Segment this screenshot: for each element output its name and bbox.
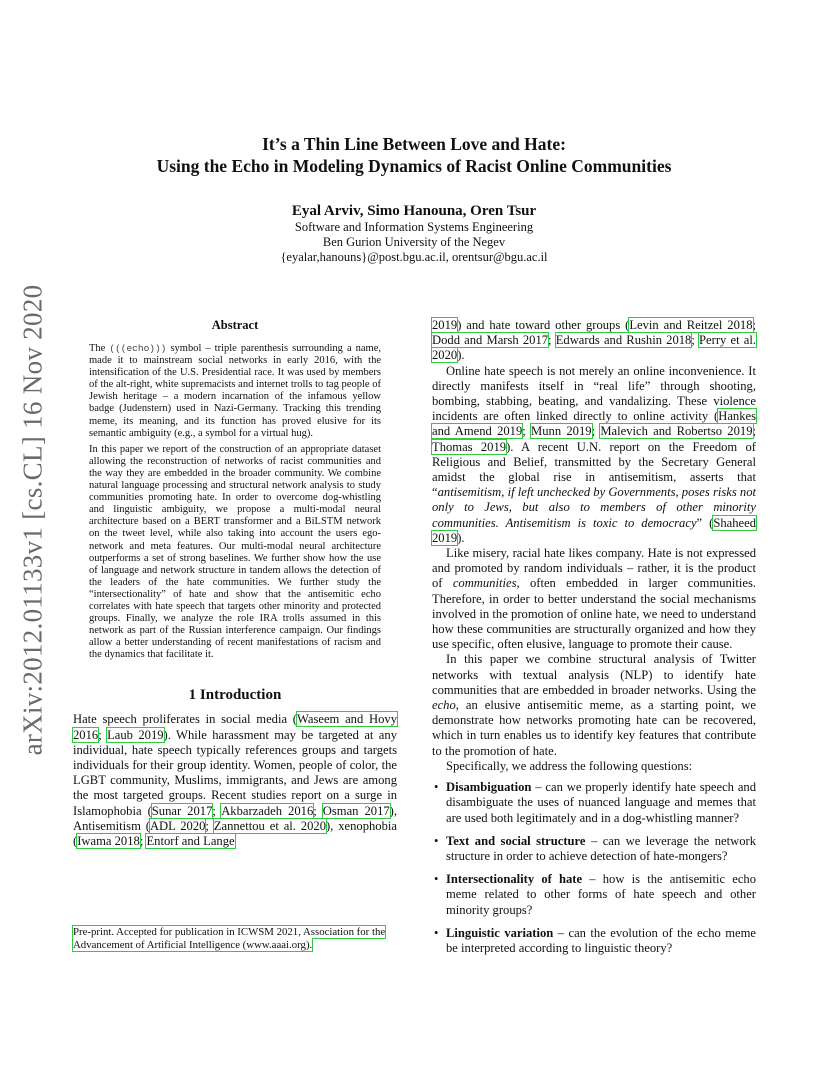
right-paragraph-2: Online hate speech is not merely an online inconvenience. It directly manifests itself in “real life” through shooting, bombing, stabbing, beating, and vandalizing. These violence incidents are often linked directly to online activity (Hankes and Amend 2019; Munn 2019; Malevich and Robertso 2019; Thomas 2019). A recent U.N. report on the Freedom of Religious and Belief, transmitted by the Secretary General amidst the global rise in antisemitism, asserts that “antisemitism, if left unchecked by Governments, poses risks not only to Jews, but also to members of other minority communities. Antisemitism is toxic to democracy” (Shaheed 2019). xyxy=(432,363,756,545)
title-line-1: It’s a Thin Line Between Love and Hate: xyxy=(262,134,566,154)
abstract-paragraph-2: In this paper we report of the construction of an appropriate dataset allowing the reconstruction of networks of racist communities and the way they are embedded in the broader community. We combine natural language processing and structural network analysis to study communities promoting hate. In order to overcome dog-whistling and linguistic ambiguity, we propose a multi-modal neural architecture based on a BERT transformer and a BiLSTM network on the tweet level, while also taking into account the users ego-network and meta features. Our multi-modal neural architecture outperforms a set of strong baselines. We further show how the use of language and network structure in tandem allows the detection of the leaders of the hate communities. We further study the “intersectionality” of hate and show that the antisemitic echo correlates with hate speech that targets other minority and protected groups. Finally, we analyze the role IRA trolls assumed in this network as part of the Russian interference campaign. Our findings allow a better understanding of recent manifestations of racism and the dynamics that facilitate it. xyxy=(89,443,381,661)
abstract-paragraph-1: The (((echo))) symbol – triple parenthesis surrounding a name, made it to mainstream social networks in early 2016, with the intensification of the U.S. Presidential race. It was used by members of the alt-right, white supremacists and internet trolls to tag people of Jewish heritage – a modern incarnation of the infamous yellow badge (Judenstern) used in Nazi-Germany. Tracking this trending meme, its meaning, and its function has proved elusive for its semantic ambiguity (e.g., a symbol for a virtual hug). xyxy=(89,343,382,439)
citation-link[interactable]: Shaheed 2019 xyxy=(432,515,756,545)
arxiv-id-text: arXiv:2012.01133v1 [cs.CL] 16 Nov 2020 xyxy=(17,284,48,756)
abstract-heading: Abstract xyxy=(211,318,259,332)
affiliation-dept: Software and Information Systems Engineering xyxy=(294,220,534,234)
citation-link[interactable]: Waseem and Hovy 2016 xyxy=(73,712,398,742)
un-quote: antisemitism, if left unchecked by Governments, poses risks not only to Jews, but also to members of other minority communities. Antisemitism is toxic to democracy xyxy=(432,485,756,530)
echo-symbol: (((echo))) xyxy=(109,343,167,354)
citation-link[interactable]: Akbarzadeh 2016 xyxy=(221,803,314,818)
citation-link[interactable]: 2019 xyxy=(432,318,458,332)
right-paragraph-5: Specifically, we address the following questions: xyxy=(446,758,693,773)
citation-link[interactable]: Osman 2017 xyxy=(322,803,390,818)
citation-link[interactable]: Entorf and Lange xyxy=(146,834,235,849)
list-item: • Linguistic variation – can the evolution of the echo meme be interpreted according to linguistic theory? xyxy=(432,926,756,956)
citation-link[interactable]: Malevich and Robertso 2019 xyxy=(600,424,753,439)
citation-link[interactable]: Thomas 2019 xyxy=(432,439,507,454)
citation-link[interactable]: ADL 2020 xyxy=(149,818,206,833)
arxiv-identifier xyxy=(6,280,60,760)
citation-link[interactable]: Laub 2019 xyxy=(107,727,164,742)
citation-link[interactable]: Munn 2019 xyxy=(531,424,592,439)
right-column xyxy=(432,318,756,964)
right-paragraph-1: 2019) and hate toward other groups (Levin and Reitzel 2018; Dodd and Marsh 2017; Edwards and Rushin 2018; Perry et al. 2020). xyxy=(432,318,756,363)
citation-link[interactable]: Iwama 2018 xyxy=(77,834,140,849)
intro-paragraph-1: Hate speech proliferates in social media (Waseem and Hovy 2016; Laub 2019). While harassment may be targeted at any individual, hate speech typically references groups and targets individuals for their group identity. Women, people of color, the LGBT community, Muslims, immigrants, and Jews are among the most targeted groups. Recent studies report on a surge in Islamophobia (Sunar 2017; Akbarzadeh 2016; Osman 2017), Antisemitism (ADL 2020; Zannettou et al. 2020), xenophobia (Iwama 2018; Entorf and Lange xyxy=(73,712,398,849)
citation-link[interactable]: Hankes and Amend 2019 xyxy=(432,409,756,439)
citation-link[interactable]: Levin and Reitzel 2018 xyxy=(629,318,753,332)
footnote xyxy=(73,926,397,952)
list-item: • Disambiguation – can we properly identify hate speech and disambiguate the uses of nuanced language and memes that are used both legitimately and in a dog-whistling manner? xyxy=(432,780,756,826)
title-line-2: Using the Echo in Modeling Dynamics of Racist Online Communities xyxy=(156,156,672,176)
citation-link[interactable]: Perry et al. 2020 xyxy=(432,333,756,363)
paper-title xyxy=(0,133,828,177)
authors: Eyal Arviv, Simo Hanouna, Oren Tsur xyxy=(291,203,537,219)
affiliation xyxy=(0,220,828,265)
list-item: • Intersectionality of hate – how is the antisemitic echo meme related to other forms of hate speech and other minority groups? xyxy=(432,872,756,918)
citation-link[interactable]: Zannettou et al. 2020 xyxy=(213,818,326,833)
list-item: • Text and social structure – can we leverage the network structure in order to achieve detection of hate-mongers? xyxy=(432,834,756,864)
footnote-link[interactable]: Pre-print. Accepted for publication in ICWSM 2021, Association for the Advancement of Artificial Intelligence (www.aaai.org). xyxy=(73,926,386,951)
left-column xyxy=(73,318,397,849)
citation-link[interactable]: Sunar 2017 xyxy=(151,803,213,818)
right-paragraph-3: Like misery, racial hate likes company. Hate is not expressed and promoted by random individuals – rather, it is the product of communities, often embedded in larger communities. Therefore, in order to better understand the social mechanisms involved in the promotion of online hate, we need to understand how these communities are structurally organized and how they use specific, often elusive, language to promote their cause. xyxy=(432,546,756,652)
affiliation-university: Ben Gurion University of the Negev xyxy=(322,235,506,249)
citation-link[interactable]: Dodd and Marsh 2017 xyxy=(432,333,549,348)
affiliation-emails: {eyalar,hanouns}@post.bgu.ac.il, orentsur@bgu.ac.il xyxy=(280,250,548,264)
citation-link[interactable]: Edwards and Rushin 2018 xyxy=(555,333,692,348)
introduction-heading: 1 Introduction xyxy=(188,687,282,704)
research-questions-list xyxy=(432,780,756,956)
right-paragraph-4: In this paper we combine structural analysis of Twitter networks with textual analysis (NLP) to identify hate communities that are embedded in broader networks. Using the echo, an elusive antisemitic meme, as a starting point, we demonstrate how networks promoting hate can be recovered, which in turn enables us to identify key features that contribute to the promotion of hate. xyxy=(432,652,756,758)
